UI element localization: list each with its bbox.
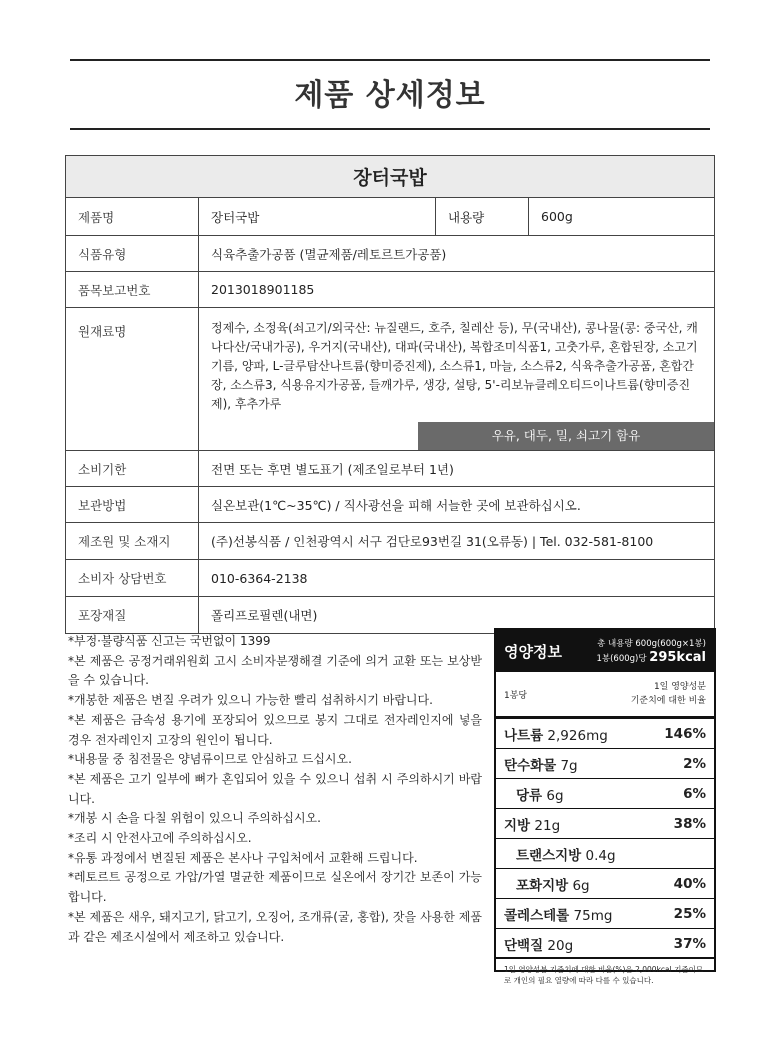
value-net-content: 600g [529, 198, 715, 236]
value-food-type: 식육추출가공품 (멸균제품/레토르트가공품) [199, 236, 715, 272]
nutrient-row-carbohydrate [496, 749, 714, 779]
note-item: *개봉한 제품은 변질 우려가 있으니 가능한 빨리 섭취하시기 바랍니다. [68, 693, 433, 708]
nutrition-dv-label [631, 680, 706, 708]
nutrition-serving-info [596, 637, 706, 666]
nutrient-amount: 21g [534, 817, 561, 834]
nutrition-per-label: 1봉당 [504, 690, 528, 701]
label-consumer-contact: 소비자 상담번호 [66, 560, 199, 597]
value-manufacturer: (주)선봉식품 / 인천광역시 서구 검단로93번길 31(오류동) | Tel. 032-581-8100 [199, 523, 715, 560]
nutrient-amount: 20g [547, 937, 574, 954]
label-packaging: 포장재질 [66, 597, 199, 634]
row-consumer-contact [66, 560, 715, 597]
nutrition-header [496, 630, 714, 672]
nutrient-percent: 25% [673, 905, 706, 922]
nutrient-row-trans-fat [496, 839, 714, 869]
note-item: *본 제품은 고기 일부에 뼈가 혼입되어 있을 수 있으니 섭취 시 주의하시기 바랍니다. [68, 771, 482, 806]
row-food-type [66, 236, 715, 272]
nutrition-per-serving-line [596, 651, 706, 666]
nutrition-subheader [496, 672, 714, 719]
value-consumer-contact: 010-6364-2138 [199, 560, 715, 597]
value-ingredients-cell [199, 308, 715, 451]
row-product-name [66, 198, 715, 236]
note-item: *개봉 시 손을 다칠 위험이 있으니 주의하십시오. [68, 811, 321, 826]
nutrient-percent: 40% [673, 875, 706, 892]
ingredients-text: 정제수, 소정육(쇠고기/외국산: 뉴질랜드, 호주, 칠레산 등), 무(국내산), 콩나물(콩: 중국산, 캐나다산/국내가공), 우거지(국내산), 대파(국내산), 복합조미식품1, 고춧가루, 혼합된장, 소고기기름, 양파, L-글루탐산나트륨(향미증진제), 소스류1, 마늘, 소스류2, 식육추출가공품, 혼합간장, 소스류3, 식용유지가공품, 들깨가루, 생강, 설탕, 5'-리보뉴클레오티드이나트륨(향미증진제), 후추가루 [211, 321, 698, 411]
nutrient-amount: 6g [572, 877, 590, 894]
row-ingredients [66, 308, 715, 451]
nutrient-percent: 2% [683, 755, 706, 772]
nutrition-dv-line2: 기준치에 대한 비율 [630, 696, 706, 706]
note-item: *조리 시 안전사고에 주의하십시오. [68, 831, 252, 846]
nutrition-calories: 295kcal [649, 650, 706, 665]
nutrient-name: 당류 [516, 787, 543, 804]
nutrition-dv-line1: 1일 영양성분 [653, 682, 706, 692]
nutrient-percent: 37% [673, 935, 706, 952]
row-report-number [66, 272, 715, 308]
label-storage: 보관방법 [66, 487, 199, 523]
allergen-notice: 우유, 대두, 밀, 쇠고기 함유 [418, 422, 714, 450]
note-item: *내용물 중 침전물은 양념류이므로 안심하고 드십시오. [68, 752, 352, 767]
nutrient-amount: 0.4g [585, 847, 616, 864]
value-storage: 실온보관(1℃~35℃) / 직사광선을 피해 서늘한 곳에 보관하십시오. [199, 487, 715, 523]
nutrient-percent: 146% [664, 725, 706, 742]
product-info-table [65, 155, 715, 634]
label-manufacturer: 제조원 및 소재지 [66, 523, 199, 560]
note-item: *본 제품은 공정거래위원회 고시 소비자분쟁해결 기준에 의거 교환 또는 보상받을 수 있습니다. [68, 653, 482, 688]
nutrient-name: 단백질 [504, 937, 544, 954]
nutrient-percent: 6% [683, 785, 706, 802]
nutrient-amount: 6g [546, 787, 564, 804]
row-storage [66, 487, 715, 523]
nutrition-total-content: 총 내용량 600g(600g×1봉) [597, 639, 706, 649]
note-item: *유통 과정에서 변질된 제품은 본사나 구입처에서 교환해 드립니다. [68, 850, 418, 865]
note-item: *본 제품은 금속성 용기에 포장되어 있으므로 봉지 그대로 전자레인지에 넣을 경우 전자레인지 고장의 원인이 됩니다. [68, 712, 482, 747]
nutrition-facts-panel [494, 628, 716, 985]
nutrient-amount: 2,926mg [547, 727, 608, 744]
nutrient-percent: 38% [673, 815, 706, 832]
product-table-header: 장터국밥 [66, 156, 715, 198]
row-manufacturer [66, 523, 715, 560]
nutrition-title: 영양정보 [504, 643, 562, 661]
nutrition-serving-size: 1봉(600g)당 [596, 654, 647, 664]
label-expiry: 소비기한 [66, 451, 199, 487]
nutrition-footnote: 1일 영양성분 기준치에 대한 비율(%)은 2,000kcal 기준이므로 개인의 필요 열량에 따라 다를 수 있습니다. [496, 957, 714, 986]
value-expiry: 전면 또는 후면 별도표기 (제조일로부터 1년) [199, 451, 715, 487]
nutrient-amount: 75mg [573, 907, 613, 924]
nutrient-name: 트랜스지방 [516, 847, 582, 864]
title-underline [70, 128, 710, 130]
note-item: *레토르트 공정으로 가압/가열 멸균한 제품이므로 실온에서 장기간 보존이 가능합니다. [68, 870, 482, 905]
nutrient-row-sugars [496, 779, 714, 809]
row-expiry [66, 451, 715, 487]
label-food-type: 식품유형 [66, 236, 199, 272]
label-net-content: 내용량 [436, 198, 529, 236]
nutrient-name: 탄수화물 [504, 757, 557, 774]
nutrient-row-saturated-fat [496, 869, 714, 899]
nutrient-name: 포화지방 [516, 877, 569, 894]
nutrient-name: 지방 [504, 817, 531, 834]
nutrient-row-cholesterol [496, 899, 714, 929]
top-rule [70, 59, 710, 61]
note-item: *본 제품은 새우, 돼지고기, 닭고기, 오징어, 조개류(굴, 홍합), 잣을 사용한 제품과 같은 제조시설에서 제조하고 있습니다. [68, 909, 482, 944]
nutrient-row-protein [496, 929, 714, 958]
value-product-name: 장터국밥 [199, 198, 436, 236]
page-title: 제품 상세정보 [294, 78, 486, 113]
consumer-notes [68, 632, 482, 947]
label-report-number: 품목보고번호 [66, 272, 199, 308]
nutrient-amount: 7g [560, 757, 578, 774]
note-item: *부정·불량식품 신고는 국번없이 1399 [68, 634, 271, 648]
nutrient-name: 나트륨 [504, 727, 544, 744]
label-product-name: 제품명 [66, 198, 199, 236]
nutrient-row-sodium [496, 719, 714, 749]
value-report-number: 2013018901185 [199, 272, 715, 308]
label-ingredients: 원재료명 [66, 308, 199, 451]
nutrient-name: 콜레스테롤 [504, 907, 570, 924]
nutrient-row-fat [496, 809, 714, 839]
value-packaging: 폴리프로필렌(내면) [199, 597, 715, 634]
